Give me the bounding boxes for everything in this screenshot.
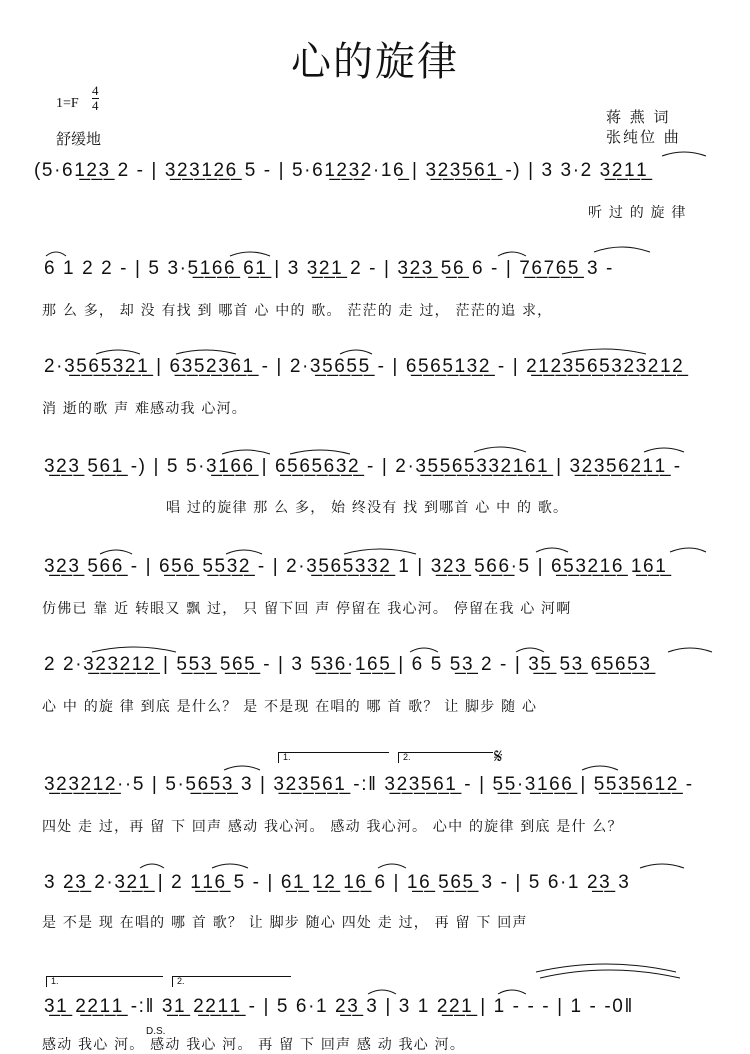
- lyric-line-1: 听 过 的 旋 律: [588, 205, 687, 221]
- score-line-8: 3 2̲3̲ 2·3̲2̲1̲ | 2 1̲1̲6̲ 5 - | 6̲1̲ 1̲2̲ 1̲6̲ 6 | 1̲6̲ 5̲6̲5̲ 3 - | 5 6·1 2̲3̲ 3: [44, 872, 631, 893]
- score-line-5: 3̲2̲3̲ 5̲6̲6̲ - | 6̲5̲6̲ 5̲5̲3̲2̲ - | 2·3̲5̲6̲5̲3̲3̲2̲ 1 | 3̲2̲3̲ 5̲6̲6̲·5 | 6̲5̲3̲2̲1̲6̲ 1̲6̲1̲: [44, 556, 668, 577]
- slur-l4-b: [290, 450, 350, 454]
- slur-l6-d: [668, 648, 712, 652]
- lyric-line-4: 唱 过的旋律 那 么 多， 始 终没有 找 到哪首 心 中 的 歌。: [166, 500, 569, 516]
- dal-segno-mark: D.S.: [146, 1026, 166, 1037]
- score-line-4: 3̲2̲3̲ 5̲6̲1̲ -) | 5 5·3̲1̲6̲6̲ | 6̲5̲6̲5̲6̲3̲2̲ - | 2·3̲5̲5̲6̲5̲3̲3̲2̲1̲6̲1̲ | 3̲2̲3̲5̲6̲2̲1̲1̲ -: [44, 456, 682, 477]
- lyric-line-7: 四处 走 过，再 留 下 回声 感动 我心河。 感动 我心河。 心中 的旋律 到底 是什 么？: [42, 819, 623, 835]
- slur-l5-e: [670, 548, 706, 552]
- time-signature-bottom: 4: [92, 98, 99, 113]
- key-signature: 1=F: [56, 96, 79, 111]
- slur-l5-c: [344, 549, 416, 554]
- score-line-2: 6 1 2 2 - | 5 3·5̲1̲6̲6̲ 6̲1̲ | 3 3̲2̲1̲ 2 - | 3̲2̲3̲ 5̲6̲ 6 - | 7̲6̲7̲6̲5̲ 3 -: [44, 258, 614, 279]
- slur-l8-b: [212, 864, 248, 868]
- score-line-6: 2 2·3̲2̲3̲2̲1̲2̲ | 5̲5̲3̲ 5̲6̲5̲ - | 3 5̲3̲6̲·1̲6̲5̲ | 6 5 5̲3̲ 2 - | 3̲5̲ 5̲3̲ 6̲5̲6̲5̲3̲: [44, 654, 652, 675]
- slur-l2-d: [594, 247, 650, 252]
- slur-l6-b: [410, 648, 438, 652]
- slur-l9-c: [536, 964, 676, 972]
- slur-l8-a: [140, 864, 164, 868]
- tempo-marking: 舒缓地: [56, 130, 102, 148]
- lyric-line-8: 是 不是 现 在唱的 哪 首 歌？ 让 脚步 随心 四处 走 过， 再 留 下 回声: [42, 915, 528, 931]
- slur-l4-d: [644, 448, 684, 452]
- volta-1-label-final: 1.: [51, 976, 59, 986]
- slur-l5-b: [226, 550, 262, 554]
- slur-l9-a: [368, 990, 396, 994]
- lyric-line-6: 心 中 的旋 律 到底 是什么？ 是 不是现 在唱的 哪 首 歌？ 让 脚步 随 心: [42, 699, 538, 715]
- slur-l2-b: [230, 252, 270, 256]
- slur-l3-b: [176, 350, 236, 354]
- score-line-7: 3̲2̲3̲2̲1̲2̲··5 | 5·5̲6̲5̲3̲ 3 | 3̲2̲3̲5̲6̲1̲ -:‖ 3̲2̲3̲5̲6̲1̲ - | 5̲5̲·3̲1̲6̲6̲ | 5̲5̲3̲5̲6̲1̲2̲ -: [44, 774, 694, 795]
- volta-2-label-final: 2.: [177, 976, 185, 986]
- slur-l9-d: [540, 970, 680, 978]
- slur-l9-b: [498, 990, 526, 994]
- score-line-9: 3̲1̲ 2̲2̲1̲1̲ -:‖ 3̲1̲ 2̲2̲1̲1̲ - | 5 6·1 2̲3̲ 3 | 3 1 2̲2̲1̲ | 1 - - - | 1 - -0‖: [44, 996, 634, 1017]
- lyric-line-5: 仿佛已 靠 近 转眼又 飘 过， 只 留下回 声 停留在 我心河。 停留在我 心 河啊: [42, 601, 572, 617]
- lyric-line-2: 那 么 多， 却 没 有找 到 哪首 心 中的 歌。 茫茫的 走 过， 茫茫的追 求，: [42, 303, 553, 319]
- segno-icon: 𝄋: [494, 744, 503, 768]
- slur-l4-a: [222, 450, 270, 454]
- slur-l5-a: [100, 550, 132, 554]
- slur-l4-c: [474, 447, 526, 452]
- slur-l3-d: [562, 349, 646, 354]
- volta-2-label: 2.: [403, 752, 411, 762]
- slur-l2-c: [498, 252, 526, 256]
- score-line-3: 2·3̲5̲6̲5̲3̲2̲1̲ | 6̲3̲5̲2̲3̲6̲1̲ - | 2·3̲5̲6̲5̲5̲ - | 6̲5̲6̲5̲1̲3̲2̲ - | 2̲1̲2̲3̲5̲6̲5̲3̲2̲3̲2̲1̲2̲: [44, 356, 685, 377]
- volta-1-label: 1.: [283, 752, 291, 762]
- slur-l7-a: [224, 766, 260, 770]
- time-signature-top: 4: [92, 83, 99, 98]
- slur-l3-a: [96, 350, 140, 354]
- slur-l2-a: [46, 252, 66, 256]
- slur-l6-c: [516, 648, 544, 652]
- slur-l6-a: [92, 647, 176, 652]
- slur-l3-c: [340, 350, 372, 354]
- lyric-line-3: 消 逝的歌 声 难感动我 心河。: [42, 401, 247, 417]
- slur-l8-d: [640, 864, 684, 868]
- page-title: 心的旋律: [291, 39, 459, 85]
- lyricist-credit: 蒋 燕 词: [606, 108, 671, 126]
- composer-credit: 张纯位 曲: [606, 128, 681, 146]
- slur-l8-c: [378, 864, 406, 868]
- slur-l7-b: [582, 766, 618, 770]
- slur-l5-d: [536, 548, 568, 552]
- slur-l1-a: [662, 152, 706, 156]
- score-line-1: (5·61̲2̲3̲ 2 - | 3̲2̲3̲1̲2̲6̲ 5 - | 5·61̲2̲3̲2·16̲ | 3̲2̲3̲5̲6̲1̲ -) | 3 3·2 3̲2̲1̲1̲: [34, 160, 649, 181]
- lyric-line-9: 感动 我心 河。 感动 我心 河。 再 留 下 回声 感 动 我心 河。: [42, 1037, 466, 1053]
